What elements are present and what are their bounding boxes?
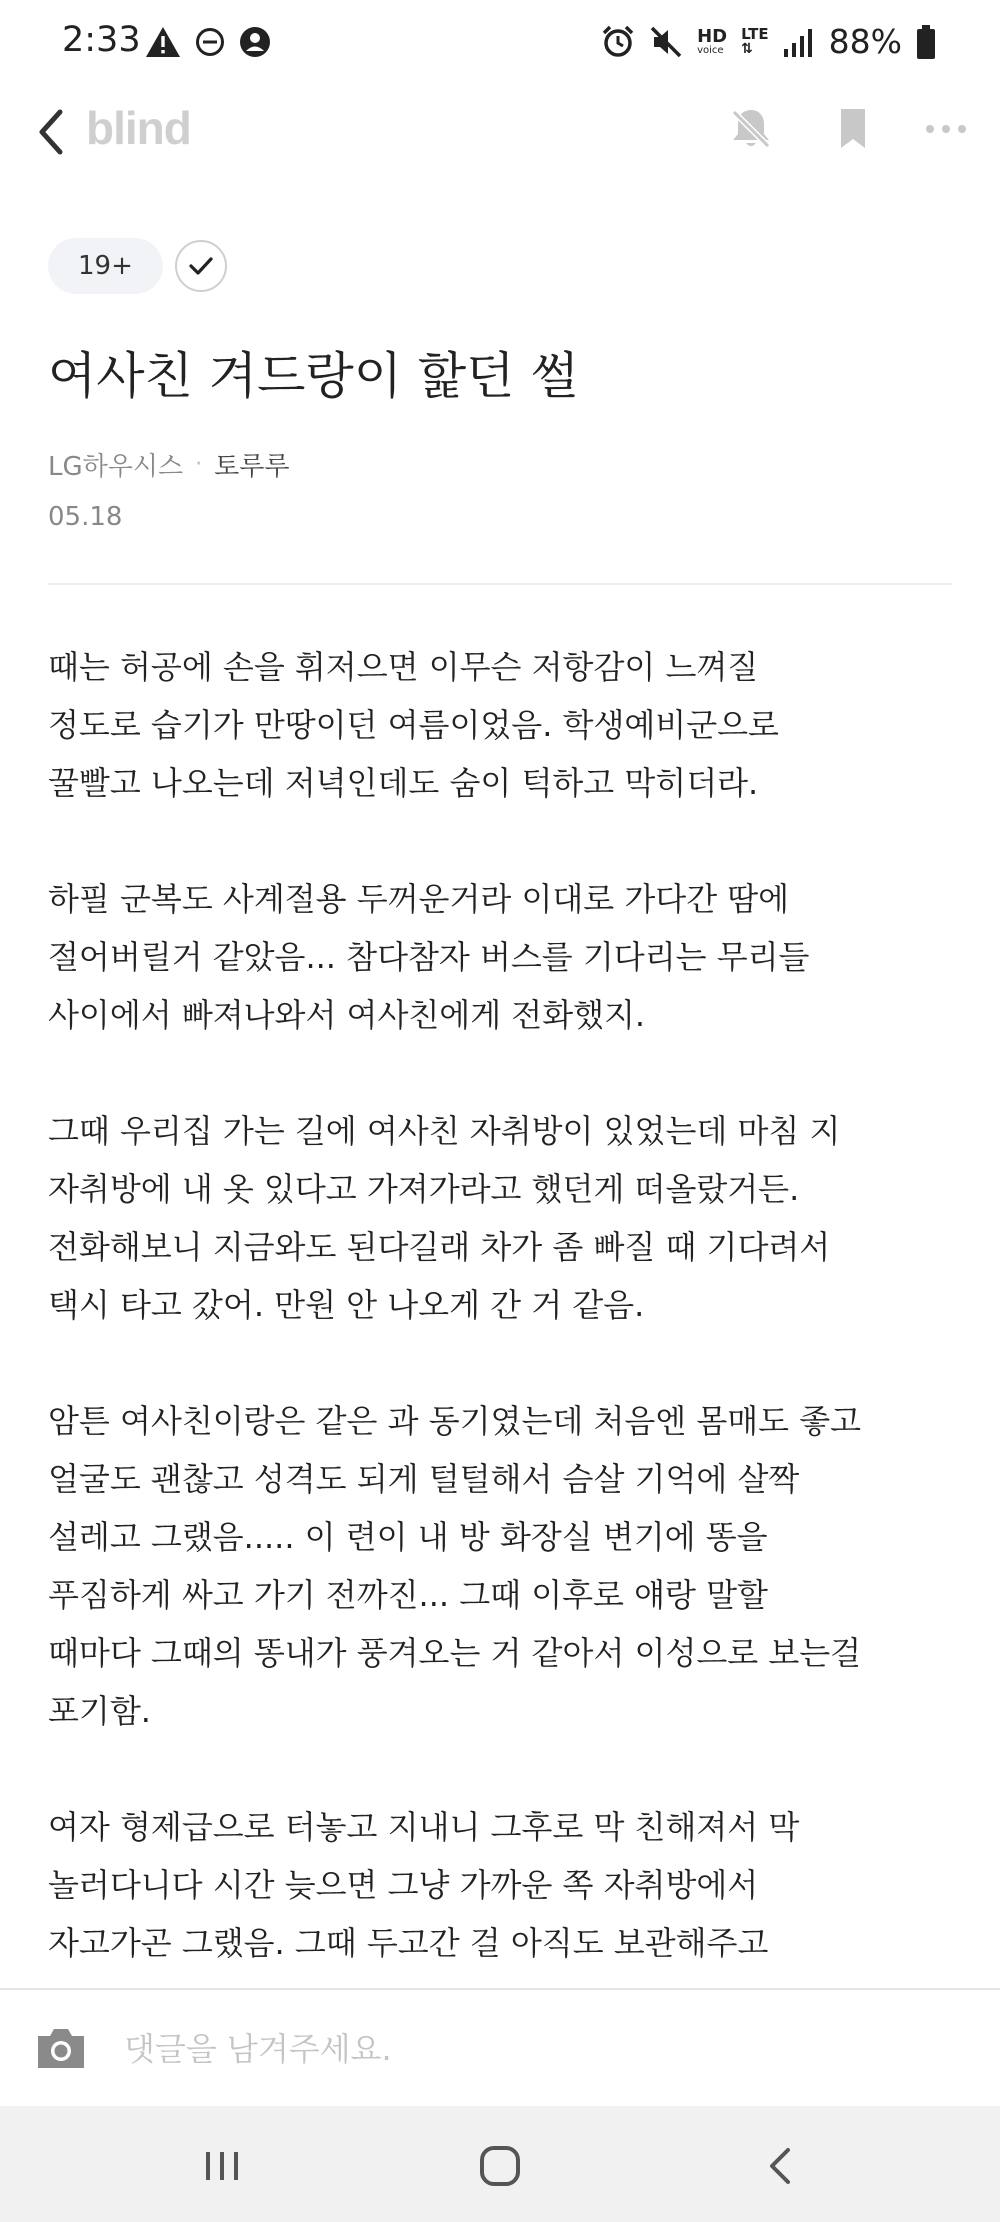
status-bar	[0, 0, 1000, 88]
body-paragraph: 여자 형제급으로 터놓고 지내니 그후로 막 친해져서 막 놀러다니다 시간 늦으면 그냥 가까운 쪽 자취방에서 자고가곤 그랬음. 그때 두고간 걸 아직도 보관해주고	[48, 1808, 800, 1962]
post-body	[48, 638, 968, 2030]
status-time: 2:33	[62, 20, 141, 60]
verified-check-badge	[175, 240, 227, 292]
meta-separator: ·	[195, 452, 203, 477]
lte-icon	[741, 27, 769, 56]
age-badge: 19+	[48, 238, 163, 294]
warning-icon	[145, 26, 181, 58]
lte-arrows: ⇅	[741, 41, 753, 57]
body-paragraph: 하필 군복도 사계절용 두꺼운거라 이대로 가다간 땀에 절어버릴거 같았음... 참다참자 버스를 기다리는 무리들 사이에서 빠져나와서 여사친에게 전화했지.	[48, 880, 810, 1034]
nav-back-icon[interactable]	[752, 2136, 812, 2196]
hd-label: HD	[697, 25, 728, 47]
system-nav-bar	[0, 2106, 1000, 2222]
author-name[interactable]: 토루루	[214, 452, 290, 482]
back-icon[interactable]	[30, 102, 78, 162]
badge-row	[48, 238, 227, 294]
more-icon[interactable]	[922, 104, 972, 154]
comment-bar	[0, 1988, 1000, 2108]
battery-icon	[916, 25, 936, 59]
body-paragraph: 그때 우리집 가는 길에 여사친 자취방이 있었는데 마침 지 자취방에 내 옷 있다고 가져가라고 했던게 떠올랐거든. 전화해보니 지금와도 된다길래 차가 좀 빠질 때 기다려서 택시 타고 갔어. 만원 안 나오게 간 거 같음.	[48, 1112, 841, 1324]
hd-voice-icon	[697, 25, 728, 56]
recents-icon[interactable]	[192, 2136, 252, 2196]
status-left-icons	[145, 26, 271, 58]
signal-icon	[783, 27, 815, 57]
blind-logo[interactable]: blind	[86, 102, 191, 154]
battery-percent: 88%	[828, 22, 902, 61]
home-icon[interactable]	[470, 2136, 530, 2196]
dnd-icon	[195, 27, 225, 57]
body-paragraph: 암튼 여사친이랑은 같은 과 동기였는데 처음엔 몸매도 좋고 얼굴도 괜찮고 성격도 되게 털털해서 슴살 기억에 살짝 설레고 그랬음..... 이 련이 내 방 화장실 변기에 똥을 푸짐하게 싸고 가기 전까진... 그때 이후로 얘랑 말할 때마다 그때의 똥내가 풍겨오는 거 같아서 이성으로 보는걸 포기함.	[48, 1402, 862, 1730]
check-icon	[188, 255, 214, 277]
post-title: 여사친 겨드랑이 핥던 썰	[48, 347, 579, 405]
bell-off-icon[interactable]	[726, 104, 776, 154]
post-date: 05.18	[48, 502, 123, 532]
body-paragraph: 때는 허공에 손을 휘저으면 이무슨 저항감이 느껴질 정도로 습기가 만땅이던 여름이었음. 학생예비군으로 꿀빨고 나오는데 저녁인데도 숨이 턱하고 막히더라.	[48, 648, 779, 802]
lte-label: LTE	[741, 25, 769, 43]
comment-input[interactable]	[122, 2016, 946, 2082]
post-meta	[48, 446, 289, 483]
status-right-icons	[601, 22, 936, 61]
voice-label: voice	[697, 44, 724, 56]
app-header	[0, 88, 1000, 198]
divider	[48, 583, 952, 585]
company-name[interactable]: LG하우시스	[48, 452, 184, 482]
account-icon	[239, 26, 271, 58]
bookmark-icon[interactable]	[828, 104, 878, 154]
alarm-icon	[601, 25, 635, 59]
camera-icon[interactable]	[34, 2024, 88, 2072]
mute-icon	[649, 25, 683, 59]
